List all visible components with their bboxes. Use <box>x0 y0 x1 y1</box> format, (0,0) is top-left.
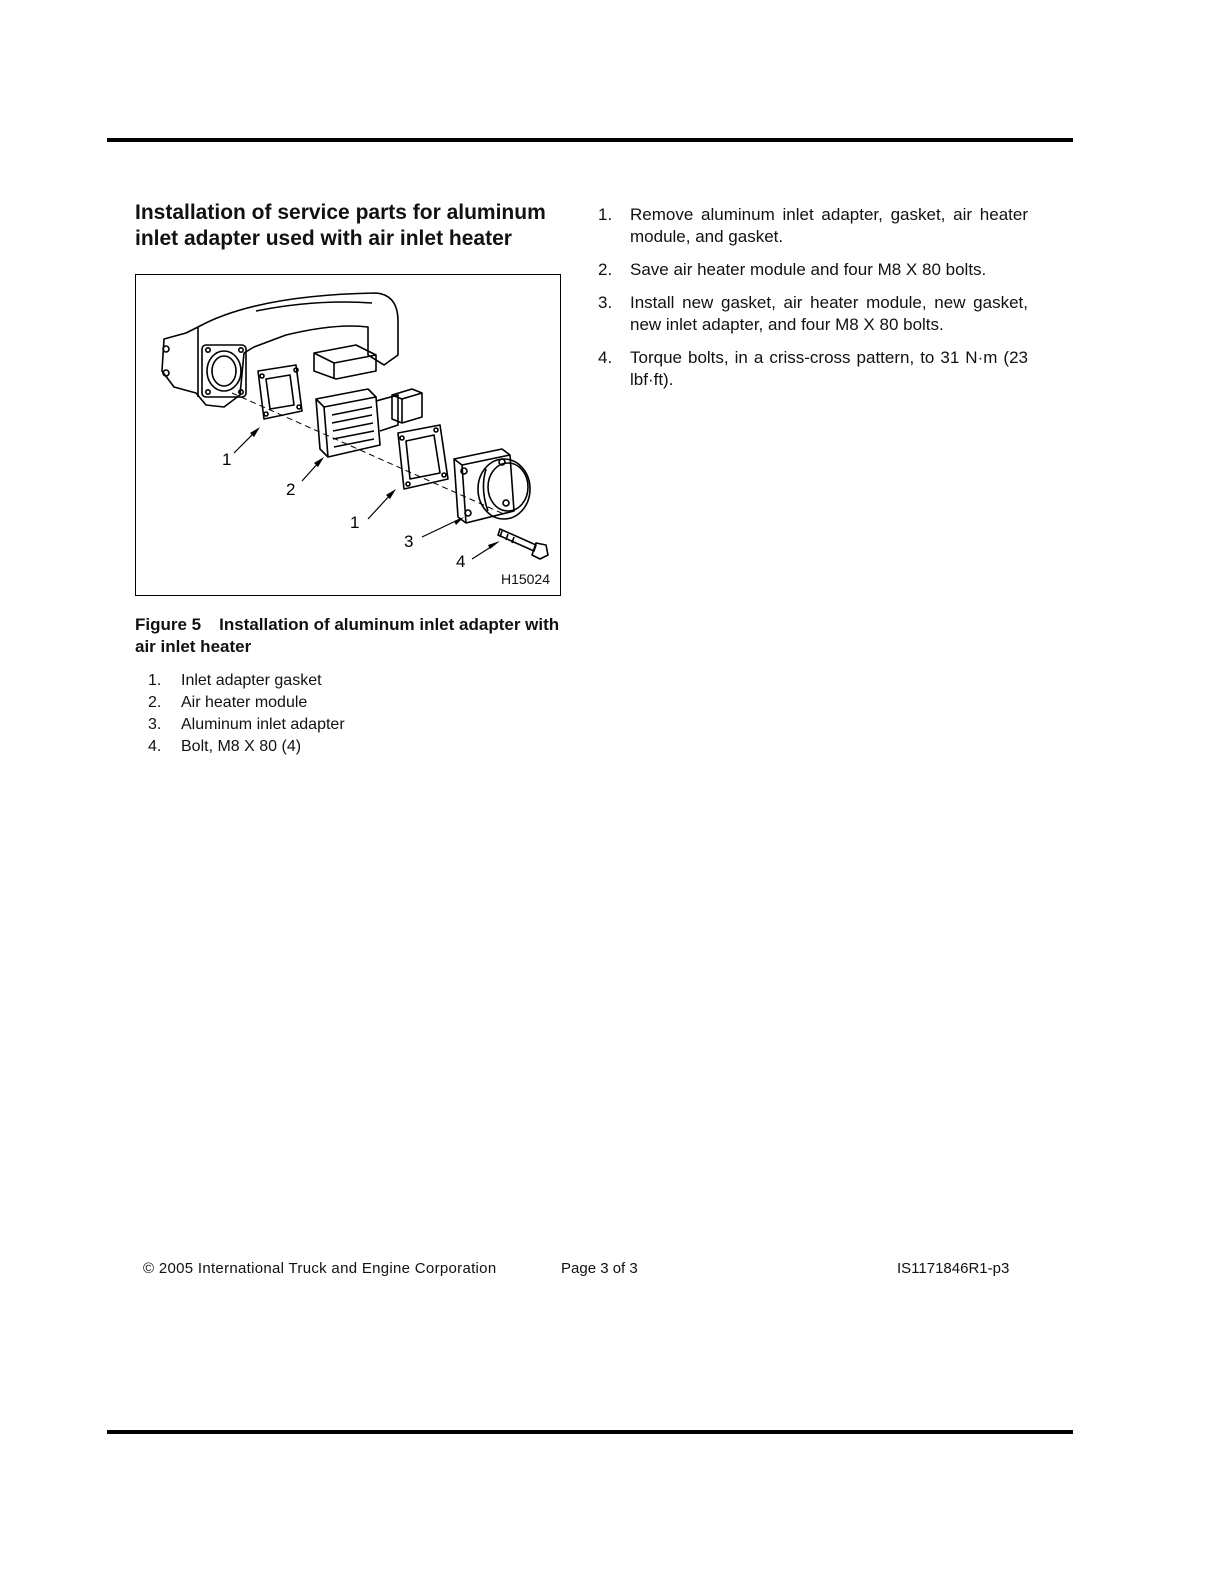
footer-page-number: Page 3 of 3 <box>561 1260 638 1277</box>
step-item: 2. Save air heater module and four M8 X 80 bolts. <box>598 260 987 279</box>
callout-4: 4 <box>456 552 466 571</box>
figure-caption-text: Installation of aluminum inlet adapter with air inlet heater <box>135 615 560 656</box>
gasket-2 <box>398 425 448 489</box>
header-rule <box>107 138 1073 142</box>
gasket-1 <box>258 365 302 419</box>
figure-5 <box>135 274 561 596</box>
callout-2: 2 <box>286 480 296 499</box>
legend-item: 3. Aluminum inlet adapter <box>148 716 345 733</box>
footer-copyright: © 2005 International Truck and Engine Corporation <box>143 1260 497 1277</box>
legend-item: 1. Inlet adapter gasket <box>148 672 322 689</box>
figure-legend <box>148 670 345 758</box>
legend-item: 4. Bolt, M8 X 80 (4) <box>148 738 302 755</box>
figure-caption-number: Figure 5 <box>135 615 202 634</box>
figure-caption <box>135 614 575 658</box>
legend-item: 2. Air heater module <box>148 694 308 711</box>
exploded-diagram <box>136 275 562 597</box>
procedure-steps <box>598 204 1028 402</box>
section-title: Installation of service parts for aluminum inlet adapter used with air inlet heater <box>135 201 546 250</box>
callout-1b: 1 <box>350 513 360 532</box>
step-item: 4. Torque bolts, in a criss-cross pattern, to 31 N·m (23 lbf·ft). <box>598 348 1028 389</box>
figure-id-label: H15024 <box>500 571 550 587</box>
footer-document-id: IS1171846R1-p3 <box>897 1260 1010 1277</box>
callout-1a: 1 <box>222 450 232 469</box>
footer-rule <box>107 1430 1073 1434</box>
callout-3: 3 <box>404 532 414 551</box>
step-item: 3. Install new gasket, air heater module, new gasket, new inlet adapter, and four M8 X 80 bolts. <box>598 293 1028 334</box>
step-item: 1. Remove aluminum inlet adapter, gasket, air heater module, and gasket. <box>598 205 1028 246</box>
bolt-m8 <box>498 529 536 551</box>
